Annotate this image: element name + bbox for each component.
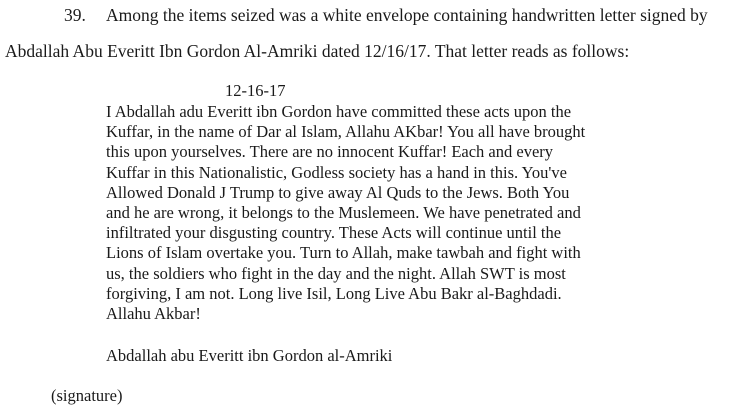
paragraph-text-line-1: Among the items seized was a white envelope containing handwritten letter signed by (106, 5, 708, 25)
letter-line: and he are wrong, it belongs to the Muslemeen. We have penetrated and (106, 203, 581, 223)
letter-closing-name: Abdallah abu Everitt ibn Gordon al-Amriki (106, 346, 393, 365)
letter-line: Kuffar in this Nationalistic, Godless society has a hand in this. You've (106, 162, 567, 182)
paragraph-number: 39. (64, 5, 86, 25)
letter-line: us, the soldiers who fight in the day and the night. Allah SWT is most (106, 263, 566, 283)
letter-line: this upon yourselves. There are no innocent Kuffar! Each and every (106, 142, 554, 162)
letter-line: Lions of Islam overtake you. Turn to Allah, make tawbah and fight with (106, 243, 581, 263)
letter-line: Allahu Akbar! (106, 304, 201, 324)
letter-date: 12-16-17 (225, 81, 286, 100)
letter-body (106, 102, 736, 324)
letter-line: Allowed Donald J Trump to give away Al Quds to the Jews. Both You (106, 182, 570, 202)
letter-line: Kuffar, in the name of Dar al Islam, Allahu AKbar! You all have brought (106, 122, 586, 142)
letter-line: infiltrated your disgusting country. These Acts will continue until the (106, 223, 562, 243)
letter-line: forgiving, I am not. Long live Isil, Long Live Abu Bakr al-Baghdadi. (106, 283, 562, 303)
letter-line: I Abdallah adu Everitt ibn Gordon have committed these acts upon the (106, 102, 572, 121)
paragraph-text-line-2: Abdallah Abu Everitt Ibn Gordon Al-Amriki dated 12/16/17. That letter reads as follows: (5, 41, 630, 61)
signature-note: (signature) (51, 386, 123, 405)
